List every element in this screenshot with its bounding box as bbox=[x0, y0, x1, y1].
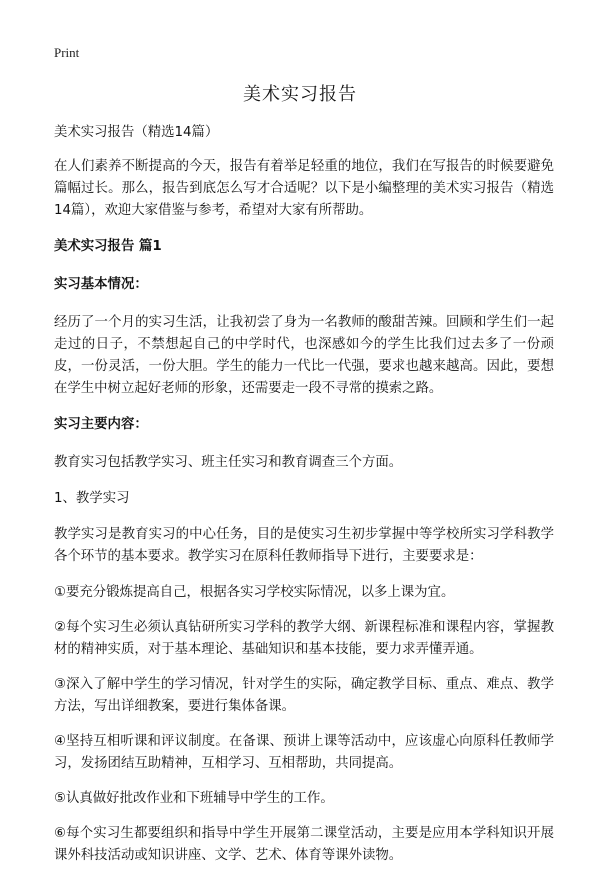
document-body bbox=[54, 122, 554, 880]
section-heading: 美术实习报告 篇1 bbox=[54, 239, 162, 254]
requirement-2: ②每个实习生必须认真钻研所实习学科的教学大纲、新课程标准和课程内容，掌握教材的精神实质，对于基本理论、基础知识和基本技能，要力求弄懂弄通。 bbox=[54, 620, 554, 657]
basic-situation-paragraph: 经历了一个月的实习生活，让我初尝了身为一名教师的酸甜苦辣。回顾和学生们一起走过的日子，不禁想起自己的中学时代，也深感如今的学生比我们过去多了一份顽皮，一份灵活，一份大胆。学生的能力一代比一代强，要求也越来越高。因此，要想在学生中树立起好老师的形象，还需要走一段不寻常的摸索之路。 bbox=[54, 315, 554, 396]
teaching-practice-paragraph: 教学实习是教育实习的中心任务，目的是使实习生初步掌握中等学校所实习学科教学各个环节的基本要求。教学实习在原科任教师指导下进行，主要要求是： bbox=[54, 527, 554, 564]
main-content-heading: 实习主要内容： bbox=[54, 417, 148, 432]
teaching-practice-heading: 1、教学实习 bbox=[54, 491, 130, 506]
requirement-5: ⑤认真做好批改作业和下班辅导中学生的工作。 bbox=[54, 791, 334, 806]
main-content-paragraph: 教育实习包括教学实习、班主任实习和教育调查三个方面。 bbox=[54, 455, 403, 470]
requirement-6: ⑥每个实习生都要组织和指导中学生开展第二课堂活动，主要是应用本学科知识开展课外科技活动或知识讲座、文学、艺术、体育等课外读物。 bbox=[54, 826, 554, 863]
basic-situation-heading: 实习基本情况： bbox=[54, 277, 148, 292]
document-title: 美术实习报告 bbox=[243, 84, 357, 105]
document-subtitle: 美术实习报告（精选14篇） bbox=[54, 125, 219, 140]
intro-paragraph: 在人们素养不断提高的今天，报告有着举足轻重的地位，我们在写报告的时候要避免篇幅过长。那么，报告到底怎么写才合适呢？以下是小编整理的美术实习报告（精选14篇），欢迎大家借鉴与参考，希望对大家有所帮助。 bbox=[54, 159, 554, 218]
print-link[interactable]: Print bbox=[54, 45, 80, 60]
requirement-1: ①要充分锻炼提高自己，根据各实习学校实际情况，以多上课为宜。 bbox=[54, 585, 455, 600]
requirement-3: ③深入了解中学生的学习情况，针对学生的实际，确定教学目标、重点、难点、教学方法，写出详细教案，要进行集体备课。 bbox=[54, 677, 554, 714]
requirement-4: ④坚持互相听课和评议制度。在备课、预讲上课等活动中，应该虚心向原科任教师学习，发扬团结互助精神，互相学习、互相帮助，共同提高。 bbox=[54, 734, 554, 771]
